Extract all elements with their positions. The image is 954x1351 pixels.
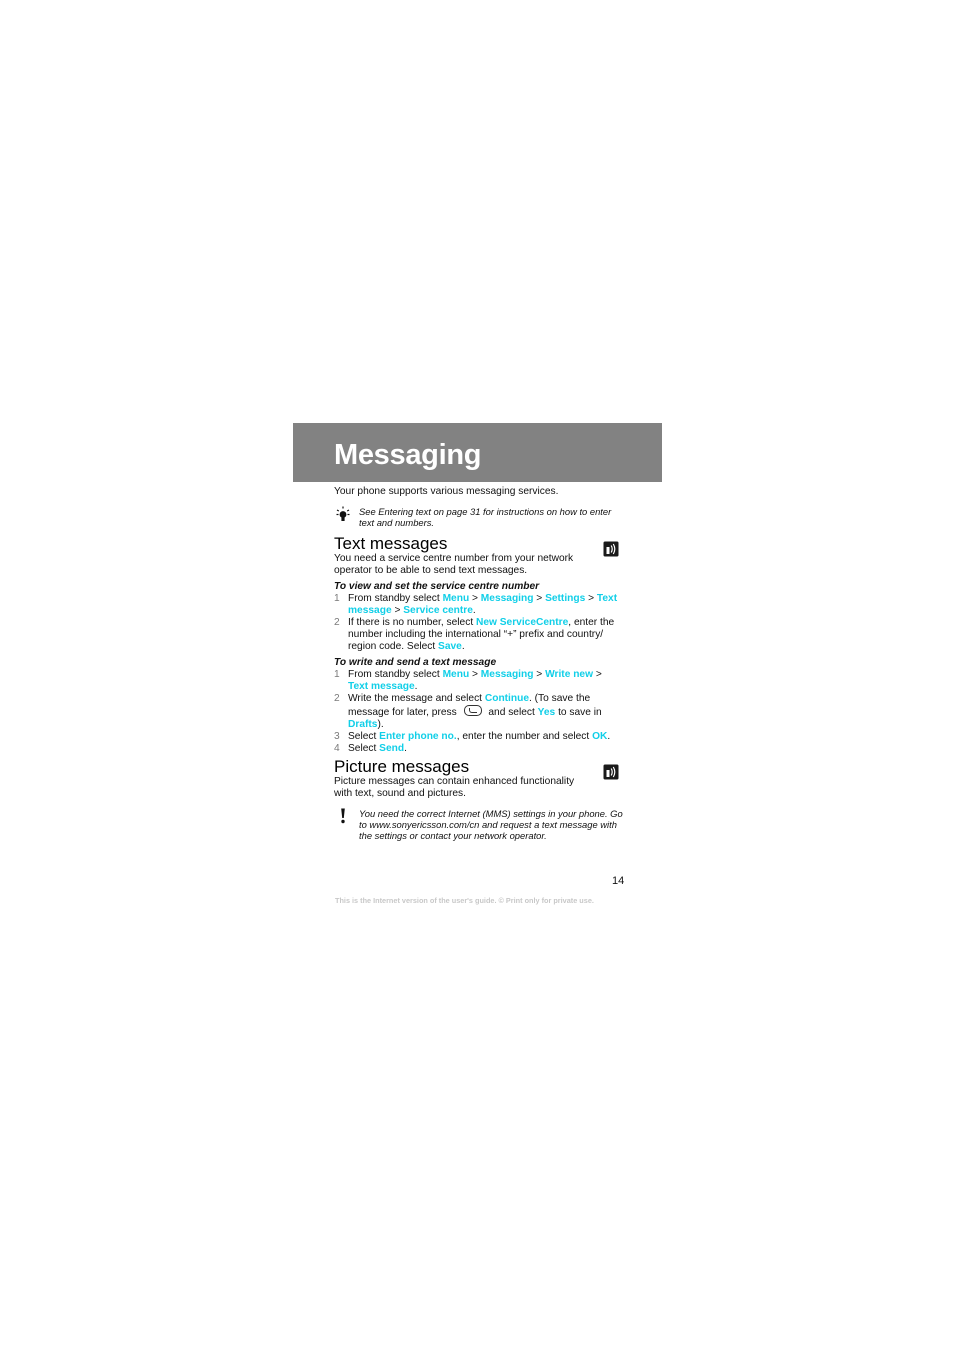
picture-messages-description: Picture messages can contain enhanced functionality with text, sound and pictures. — [334, 776, 575, 799]
menu-keyword: Enter phone no. — [379, 731, 457, 742]
step-number: 1 — [334, 669, 340, 680]
tip-text: See Entering text on page 31 for instructions on how to enter text and numbers. — [359, 506, 612, 529]
menu-keyword: Service centre — [403, 605, 473, 616]
procedure-steps-service-centre — [334, 593, 624, 653]
warning-note — [334, 808, 624, 842]
menu-keyword: Write new — [545, 669, 594, 680]
menu-keyword: Messaging — [480, 669, 534, 680]
back-key-icon — [464, 705, 482, 716]
menu-keyword: Continue — [484, 693, 529, 704]
procedure-title-service-centre: To view and set the service centre number — [334, 581, 540, 592]
message-feature-icon — [603, 764, 619, 780]
step-number: 3 — [334, 731, 340, 742]
menu-keyword: Text message — [348, 593, 618, 616]
menu-keyword: Text message — [348, 681, 415, 692]
step-number: 1 — [334, 593, 340, 604]
procedure-step: 1 From standby select Menu > Messaging > Write new > Text message. — [334, 669, 602, 692]
menu-keyword: Settings — [545, 593, 586, 604]
tip-note — [334, 506, 624, 528]
message-feature-icon — [603, 541, 619, 557]
procedure-step: 2 If there is no number, select New ServiceCentre, enter the number including the international “+” prefix and country/ region code. Select Save. — [334, 617, 615, 652]
procedure-steps-write-send — [334, 669, 624, 755]
menu-keyword: New ServiceCentre — [475, 617, 569, 628]
menu-keyword: Send — [379, 743, 405, 754]
step-number: 2 — [334, 617, 340, 628]
warning-text: You need the correct Internet (MMS) settings in your phone. Go to www.sonyericsson.com/cn and request a text message with the settings or contact your network operator. — [359, 808, 623, 842]
menu-keyword: Menu — [442, 669, 470, 680]
menu-keyword: Menu — [442, 593, 470, 604]
footer-notice: This is the Internet version of the user's guide. © Print only for private use. — [335, 896, 594, 905]
procedure-title-write-send: To write and send a text message — [334, 657, 497, 668]
intro-text: Your phone supports various messaging services. — [334, 486, 559, 497]
lightbulb-tip-icon — [336, 506, 350, 522]
exclamation-warning-icon — [336, 808, 350, 824]
menu-keyword: Messaging — [480, 593, 534, 604]
menu-keyword: OK — [592, 731, 608, 742]
step-number: 4 — [334, 743, 340, 754]
text-messages-description: You need a service centre number from your network operator to be able to send text messages. — [334, 553, 574, 576]
procedure-step: 1 From standby select Menu > Messaging > Settings > Text message > Service centre. — [334, 593, 618, 616]
section-heading-text-messages: Text messages — [334, 534, 448, 553]
section-heading-picture-messages: Picture messages — [334, 757, 470, 776]
procedure-step: 2 Write the message and select Continue. (To save the message for later, press and select Yes to save in Drafts). — [334, 693, 602, 730]
procedure-step: 3 Select Enter phone no., enter the number and select OK. — [334, 731, 611, 742]
step-number: 2 — [334, 693, 340, 704]
chapter-banner — [293, 423, 662, 482]
chapter-title: Messaging — [334, 439, 482, 471]
menu-keyword: Drafts — [348, 719, 378, 730]
procedure-step: 4 Select Send. — [334, 743, 407, 754]
page-number: 14 — [612, 875, 625, 887]
menu-keyword: Yes — [537, 707, 556, 718]
menu-keyword: Save — [438, 641, 462, 652]
